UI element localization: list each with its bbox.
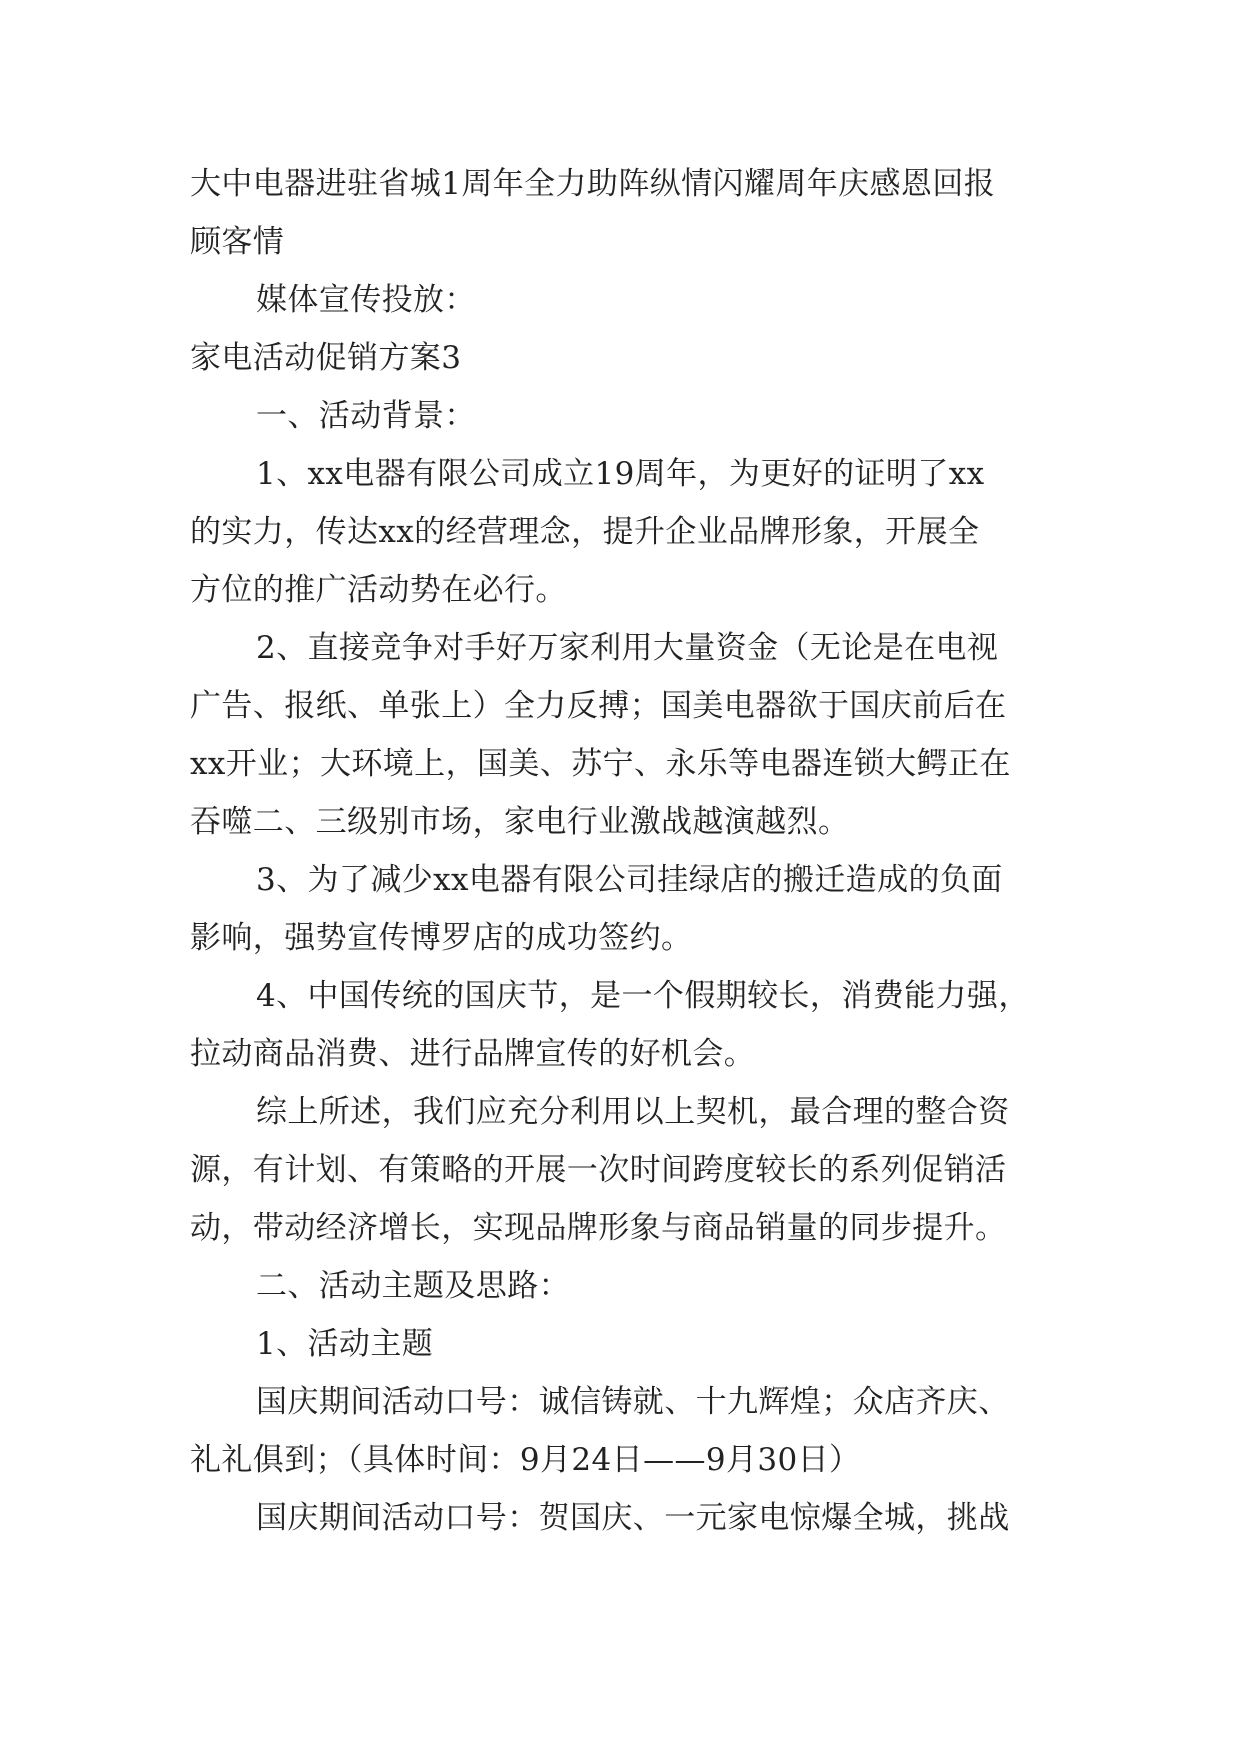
document-line: 广告、报纸、单张上）全力反搏；国美电器欲于国庆前后在 [190,688,1007,724]
document-line: 1、xx电器有限公司成立19周年，为更好的证明了xx [256,456,985,492]
document-line: 二、活动主题及思路： [256,1268,570,1304]
document-line: 2、直接竞争对手好万家利用大量资金（无论是在电视 [256,630,999,666]
document-line: 国庆期间活动口号：贺国庆、一元家电惊爆全城，挑战 [256,1500,1010,1536]
document-line: 1、活动主题 [256,1326,434,1362]
document-line: xx开业；大环境上，国美、苏宁、永乐等电器连锁大鳄正在 [190,746,1011,782]
document-line: 的实力，传达xx的经营理念，提升企业品牌形象，开展全 [190,514,980,550]
document-line: 综上所述，我们应充分利用以上契机，最合理的整合资 [256,1094,1010,1130]
document-line: 吞噬二、三级别市场，家电行业激战越演越烈。 [190,804,850,840]
document-line: 顾客情 [190,224,285,260]
document-line: 大中电器进驻省城1周年全力助阵纵情闪耀周年庆感恩回报 [190,166,996,202]
document-line: 国庆期间活动口号：诚信铸就、十九辉煌；众店齐庆、 [256,1384,1010,1420]
document-line: 影响，强势宣传博罗店的成功签约。 [190,920,693,956]
document-body [190,155,1060,1547]
document-line: 3、为了减少xx电器有限公司挂绿店的搬迁造成的负面 [256,862,1003,898]
document-line: 礼礼俱到；（具体时间：9月24日——9月30日） [190,1442,861,1478]
document-line: 家电活动促销方案3 [190,340,462,376]
document-line: 动，带动经济增长，实现品牌形象与商品销量的同步提升。 [190,1210,1007,1246]
document-line: 4、中国传统的国庆节，是一个假期较长，消费能力强， [256,978,1030,1014]
document-line: 拉动商品消费、进行品牌宣传的好机会。 [190,1036,756,1072]
document-line: 一、活动背景： [256,398,476,434]
document-line: 源，有计划、有策略的开展一次时间跨度较长的系列促销活 [190,1152,1007,1188]
document-line: 方位的推广活动势在必行。 [190,572,567,608]
document-line: 媒体宣传投放： [256,282,476,318]
